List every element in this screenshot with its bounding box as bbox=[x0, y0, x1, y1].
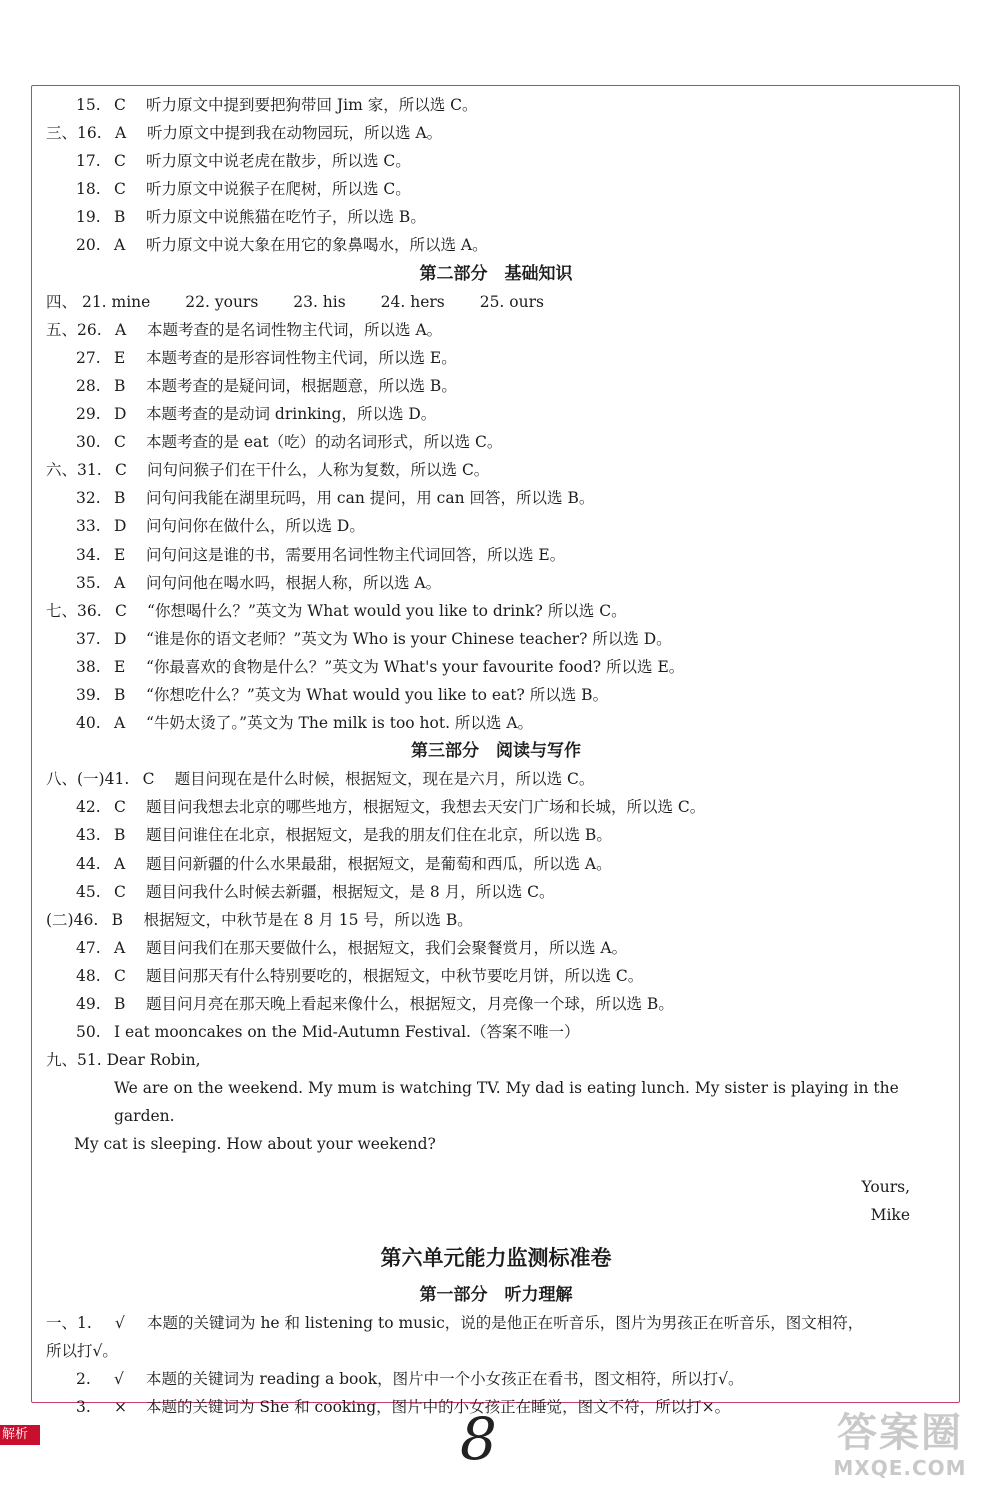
answer-choice: A bbox=[114, 714, 126, 733]
watermark-bottom-text: MXQE.COM bbox=[833, 1456, 967, 1480]
answer-explanation: I eat mooncakes on the Mid-Autumn Festival.（答案不唯一） bbox=[114, 1023, 580, 1042]
answer-line bbox=[46, 147, 946, 175]
answer-explanation: 本题的关键词为 She 和 cooking，图片中的小女孩正在睡觉，图文不符，所以打×。 bbox=[146, 1398, 731, 1417]
question-number: 31. bbox=[77, 461, 102, 480]
answer-line bbox=[46, 456, 946, 484]
answer-choice: × bbox=[114, 1398, 127, 1417]
blank-item: 23. his bbox=[293, 292, 346, 311]
answer-explanation: 问句问你在做什么，所以选 D。 bbox=[146, 517, 365, 536]
watermark-top-text: 答案圈 bbox=[837, 1410, 963, 1456]
section1-heading: 第一部分 听力理解 bbox=[419, 1284, 573, 1305]
answer-explanation: 题目问那天有什么特别要吃的，根据短文，中秋节要吃月饼，所以选 C。 bbox=[146, 966, 644, 985]
answer-explanation: 听力原文中提到要把狗带回 Jim 家，所以选 C。 bbox=[146, 96, 478, 114]
section3-heading: 第三部分 阅读与写作 bbox=[411, 741, 581, 762]
letter-body bbox=[46, 1074, 946, 1130]
listening-answers-block bbox=[46, 91, 946, 260]
blank-item: 24. hers bbox=[380, 292, 445, 311]
answer-explanation: 听力原文中说大象在用它的象鼻喝水，所以选 A。 bbox=[146, 236, 488, 255]
answer-choice: C bbox=[114, 882, 126, 901]
answer-choice: C bbox=[114, 798, 126, 817]
question-number: 43. bbox=[76, 826, 101, 845]
letter-signature: Mike bbox=[870, 1205, 910, 1224]
answer-line bbox=[46, 653, 946, 681]
answer-content bbox=[46, 91, 946, 1421]
answer-explanation: “你想吃什么？”英文为 What would you like to eat? 所以选 B。 bbox=[146, 685, 609, 704]
answer-choice: E bbox=[114, 545, 126, 564]
unit-title: 第六单元能力监测标准卷 bbox=[380, 1245, 612, 1270]
blank-prefix: 四、 bbox=[46, 292, 78, 311]
answer-line bbox=[46, 569, 946, 597]
answer-choice: B bbox=[114, 208, 126, 227]
question-number: 41. bbox=[104, 770, 130, 789]
answer-explanation: 本题考查的是 eat（吃）的动名词形式，所以选 C。 bbox=[146, 433, 503, 452]
answer-prefix: 三、 bbox=[46, 124, 78, 143]
answer-choice: C bbox=[114, 433, 126, 452]
answer-line bbox=[46, 428, 946, 456]
answer-line bbox=[46, 1309, 946, 1337]
question-number: 17. bbox=[76, 152, 101, 171]
answer-line bbox=[46, 119, 946, 147]
question-number: 26. bbox=[77, 320, 102, 339]
answer-choice: A bbox=[114, 573, 126, 592]
blank-item: 21. mine bbox=[81, 292, 151, 311]
answer-line bbox=[46, 231, 946, 259]
question-number: 44. bbox=[76, 854, 101, 873]
answer-choice: B bbox=[111, 910, 123, 929]
answer-choice: C bbox=[142, 770, 155, 789]
answer-choice: B bbox=[114, 376, 126, 395]
answer-explanation: 问句问他在喝水吗，根据人称，所以选 A。 bbox=[146, 573, 442, 592]
letter-closing: Yours, bbox=[861, 1177, 910, 1196]
answer-choice: A bbox=[114, 938, 126, 957]
answer-choice: C bbox=[114, 966, 126, 985]
answer-explanation: 问句问猴子们在干什么，人称为复数，所以选 C。 bbox=[147, 461, 490, 480]
answer-explanation: 题目问月亮在那天晚上看起来像什么，根据短文，月亮像一个球，所以选 B。 bbox=[146, 995, 674, 1013]
answer-line bbox=[46, 400, 946, 428]
answer-line bbox=[46, 203, 946, 231]
question-number: 46. bbox=[73, 910, 99, 929]
answer-explanation: 题目问我什么时候去新疆，根据短文，是 8 月，所以选 C。 bbox=[146, 882, 555, 901]
answer-line bbox=[46, 1337, 946, 1365]
answer-choice: √ bbox=[115, 1313, 125, 1332]
question-number: 30. bbox=[76, 433, 101, 452]
question-number: 28. bbox=[76, 376, 101, 395]
blank-item: 25. ours bbox=[479, 292, 544, 311]
question-number: 15. bbox=[76, 96, 101, 114]
footer-section-tab: 解析 bbox=[0, 1425, 40, 1445]
answer-line bbox=[46, 91, 946, 119]
answer-line bbox=[46, 793, 946, 821]
question-number: 1. bbox=[77, 1313, 92, 1332]
answer-line bbox=[46, 625, 946, 653]
answer-choice: C bbox=[115, 461, 127, 480]
question-number: 16. bbox=[77, 124, 102, 143]
answer-explanation: 听力原文中说熊猫在吃竹子，所以选 B。 bbox=[146, 208, 426, 227]
answer-line bbox=[46, 372, 946, 400]
answer-explanation: 所以打√。 bbox=[46, 1341, 118, 1360]
answer-line bbox=[46, 934, 946, 962]
answer-line bbox=[46, 484, 946, 512]
question-number: 35. bbox=[76, 573, 101, 592]
answer-explanation: 根据短文，中秋节是在 8 月 15 号，所以选 B。 bbox=[143, 910, 473, 929]
answer-explanation: 本题考查的是形容词性物主代词，所以选 E。 bbox=[146, 348, 457, 367]
handwritten-page-number: 8 bbox=[460, 1405, 497, 1473]
answer-line bbox=[46, 512, 946, 540]
question-number: 39. bbox=[76, 685, 101, 704]
answer-explanation: 本题的关键词为 reading a book，图片中一个小女孩正在看书，图文相符，所以打√。 bbox=[146, 1370, 744, 1389]
question-number: 29. bbox=[76, 405, 101, 424]
question-number: 18. bbox=[76, 180, 101, 199]
question-number: 40. bbox=[76, 714, 101, 733]
answer-line bbox=[46, 765, 946, 793]
reading-answers-block bbox=[46, 765, 946, 1046]
answer-explanation: “谁是你的语文老师？”英文为 Who is your Chinese teacher? 所以选 D。 bbox=[146, 629, 672, 648]
question-number: 49. bbox=[76, 995, 101, 1013]
answer-explanation: 题目问新疆的什么水果最甜，根据短文，是葡萄和西瓜，所以选 A。 bbox=[146, 854, 612, 873]
answer-choice: C bbox=[115, 601, 127, 620]
answer-line bbox=[46, 316, 946, 344]
answer-explanation: 题目问谁住在北京，根据短文，是我的朋友们住在北京，所以选 B。 bbox=[146, 826, 612, 845]
question-number: 36. bbox=[77, 601, 102, 620]
answer-choice: E bbox=[114, 657, 126, 676]
question-number: 48. bbox=[76, 966, 101, 985]
answer-line bbox=[46, 962, 946, 990]
question-number: 20. bbox=[76, 236, 101, 255]
letter-prefix: 九、51. bbox=[46, 1051, 102, 1070]
answer-choice: A bbox=[115, 320, 127, 339]
question-number: 45. bbox=[76, 882, 101, 901]
answer-explanation: “你想喝什么？”英文为 What would you like to drink? 所以选 C。 bbox=[147, 601, 627, 620]
answer-choice: A bbox=[114, 236, 126, 255]
answer-choice: B bbox=[114, 489, 126, 508]
question-number: 47. bbox=[76, 938, 101, 957]
answer-prefix: 六、 bbox=[46, 461, 78, 480]
answer-choice: C bbox=[114, 152, 126, 171]
answer-explanation: 本题考查的是疑问词，根据题意，所以选 B。 bbox=[146, 376, 457, 395]
question-number: 34. bbox=[76, 545, 101, 564]
answer-choice: D bbox=[114, 517, 127, 536]
letter-salutation: Dear Robin, bbox=[106, 1051, 201, 1070]
answer-explanation: “你最喜欢的食物是什么？”英文为 What's your favourite food? 所以选 E。 bbox=[146, 657, 685, 676]
question-number: 27. bbox=[76, 348, 101, 367]
fill-blank-answers bbox=[46, 288, 946, 316]
answer-explanation: 本题的关键词为 he 和 listening to music，说的是他正在听音乐，图片为男孩正在听音乐，图文相符， bbox=[147, 1313, 864, 1332]
answer-line bbox=[46, 175, 946, 203]
answer-explanation: 本题考查的是动词 drinking，所以选 D。 bbox=[146, 405, 437, 424]
question-number: 19. bbox=[76, 208, 101, 227]
letter-body-line2-wrap bbox=[46, 1130, 946, 1158]
answer-explanation: 问句问这是谁的书，需要用名词性物主代词回答，所以选 E。 bbox=[146, 545, 566, 564]
answer-line bbox=[46, 990, 946, 1018]
answer-prefix: 七、 bbox=[46, 601, 78, 620]
answer-explanation: 题目问现在是什么时候，根据短文，现在是六月，所以选 C。 bbox=[174, 770, 595, 789]
question-number: 32. bbox=[76, 489, 101, 508]
blank-item: 22. yours bbox=[185, 292, 259, 311]
watermark-logo bbox=[810, 1410, 990, 1490]
answer-line bbox=[46, 681, 946, 709]
letter-body-line1: We are on the weekend. My mum is watching TV. My dad is eating lunch. My sister is playing in the garden. bbox=[114, 1079, 899, 1126]
answer-explanation: 听力原文中说猴子在爬树，所以选 C。 bbox=[146, 180, 411, 199]
answer-choice: E bbox=[114, 348, 126, 367]
answer-choice: √ bbox=[114, 1370, 124, 1389]
answer-line bbox=[46, 1018, 946, 1046]
answer-choice: D bbox=[114, 405, 127, 424]
answer-prefix: 八、(一) bbox=[46, 770, 105, 789]
answer-choice: B bbox=[114, 685, 126, 704]
question-number: 33. bbox=[76, 517, 101, 536]
answer-line bbox=[46, 878, 946, 906]
answer-explanation: 本题考查的是名词性物主代词，所以选 A。 bbox=[147, 320, 443, 339]
answer-choice: A bbox=[115, 124, 127, 143]
answer-prefix: 一、 bbox=[46, 1313, 78, 1332]
answer-line bbox=[46, 344, 946, 372]
answer-explanation: 听力原文中说老虎在散步，所以选 C。 bbox=[146, 152, 411, 171]
answer-line bbox=[46, 1365, 946, 1393]
question-number: 50. bbox=[76, 1023, 101, 1042]
answer-prefix: 五、 bbox=[46, 320, 78, 339]
answer-line bbox=[46, 850, 946, 878]
answer-line bbox=[46, 906, 946, 934]
answer-prefix: (二) bbox=[46, 910, 74, 929]
letter-body-line2: My cat is sleeping. How about your weekend? bbox=[74, 1135, 436, 1154]
answer-choice: A bbox=[114, 854, 126, 873]
answer-explanation: 问句问我能在湖里玩吗，用 can 提问，用 can 回答，所以选 B。 bbox=[146, 489, 595, 508]
question-number: 3. bbox=[76, 1398, 91, 1417]
question-number: 37. bbox=[76, 629, 101, 648]
answer-choice: D bbox=[114, 629, 127, 648]
basic-knowledge-answers-block bbox=[46, 316, 946, 737]
letter-salutation-line bbox=[46, 1046, 946, 1074]
answer-line bbox=[46, 709, 946, 737]
answer-line bbox=[46, 597, 946, 625]
answer-explanation: 听力原文中提到我在动物园玩，所以选 A。 bbox=[147, 124, 443, 143]
answer-choice: B bbox=[114, 826, 126, 845]
question-number: 2. bbox=[76, 1370, 91, 1389]
answer-explanation: “牛奶太烫了。”英文为 The milk is too hot. 所以选 A。 bbox=[146, 714, 534, 733]
answer-choice: C bbox=[114, 180, 126, 199]
answer-explanation: 题目问我们在那天要做什么，根据短文，我们会聚餐赏月，所以选 A。 bbox=[146, 938, 628, 957]
question-number: 38. bbox=[76, 657, 101, 676]
answer-choice: B bbox=[114, 995, 126, 1013]
answer-line bbox=[46, 821, 946, 849]
answer-line bbox=[46, 541, 946, 569]
question-number: 42. bbox=[76, 798, 101, 817]
section2-heading: 第二部分 基础知识 bbox=[419, 263, 573, 284]
answer-explanation: 题目问我想去北京的哪些地方，根据短文，我想去天安门广场和长城，所以选 C。 bbox=[146, 798, 706, 817]
answer-choice: C bbox=[114, 96, 126, 114]
